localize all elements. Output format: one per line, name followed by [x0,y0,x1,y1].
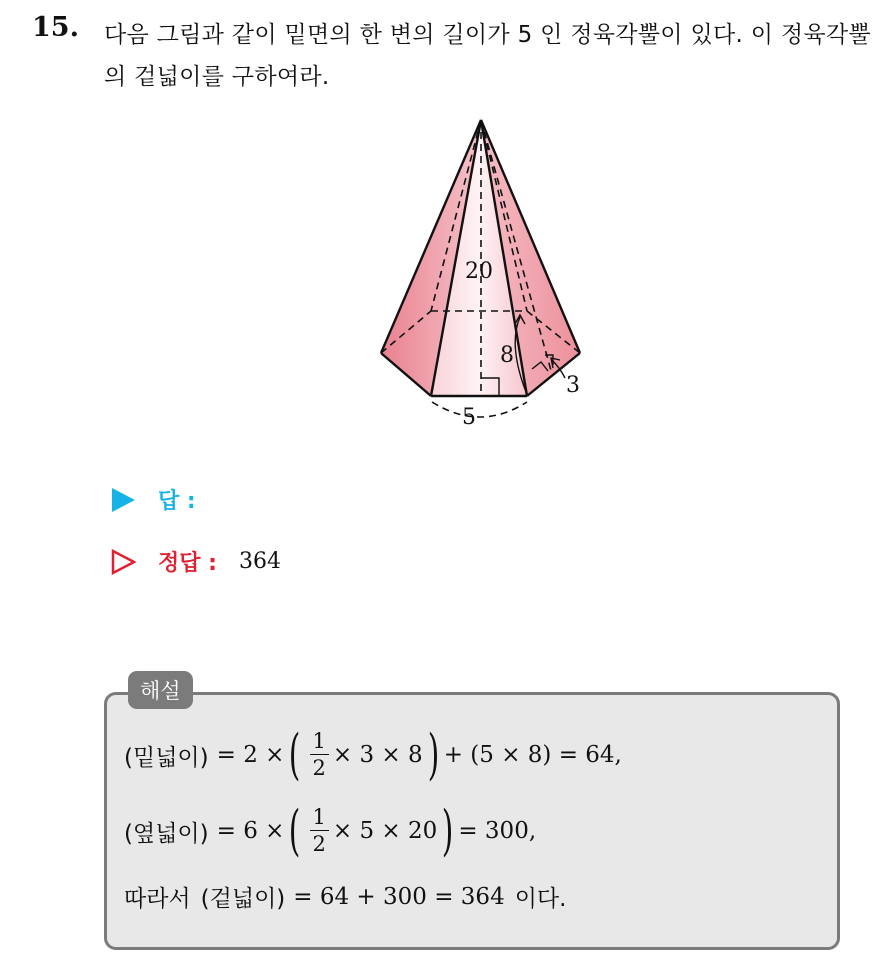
lateral-area-label: (옆넓이) [124,820,209,847]
base-expr-b: × 3 × 8 [332,742,423,768]
correct-answer-value: 364 [238,549,281,574]
base-expr-c: + (5 × 8) = 64, [443,742,622,768]
play-filled-icon [110,487,136,513]
right-paren: ) [427,723,439,786]
correct-answer-row [110,546,281,577]
correct-answer-label: 정답 : [158,551,217,576]
solution-line-3 [124,880,566,913]
total-area-label: (겉넓이) [200,886,286,912]
right-paren: ) [442,799,454,862]
base-expr-a: = 2 × [216,742,285,768]
label-slant: 8 [500,343,514,368]
fraction: $\frac{1}{2}$ [310,807,329,855]
label-apothem: 3 [566,373,580,398]
conclusion-suffix: 이다. [514,886,567,912]
solution-line-1 [124,723,622,786]
solution-tag: 해설 [128,671,193,709]
play-outline-icon [110,549,136,575]
total-expr: = 64 + 300 = 364 [293,883,505,910]
base-area-label: (밑넓이) [124,744,209,771]
lateral-expr-a: = 6 × [216,818,285,844]
lateral-expr-c: = 300, [458,818,537,844]
lateral-expr-b: × 5 × 20 [332,818,438,844]
answer-label: 답 : [158,489,196,514]
left-paren: ( [289,799,301,862]
answer-row [110,484,196,515]
label-side: 5 [462,405,476,430]
solution-line-2 [124,799,537,862]
question-text: 다음 그림과 같이 밑면의 한 변의 길이가 5 인 정육각뿔이 있다. 이 정육각뿔의 겉넓이를 구하여라. [104,22,871,90]
conclusion-prefix: 따라서 [124,886,191,912]
left-paren: ( [289,723,301,786]
question-number: 15. [32,12,79,43]
hexagonal-pyramid-figure [370,108,610,438]
label-height: 20 [465,259,493,284]
fraction: $\frac{1}{2}$ [310,731,329,779]
